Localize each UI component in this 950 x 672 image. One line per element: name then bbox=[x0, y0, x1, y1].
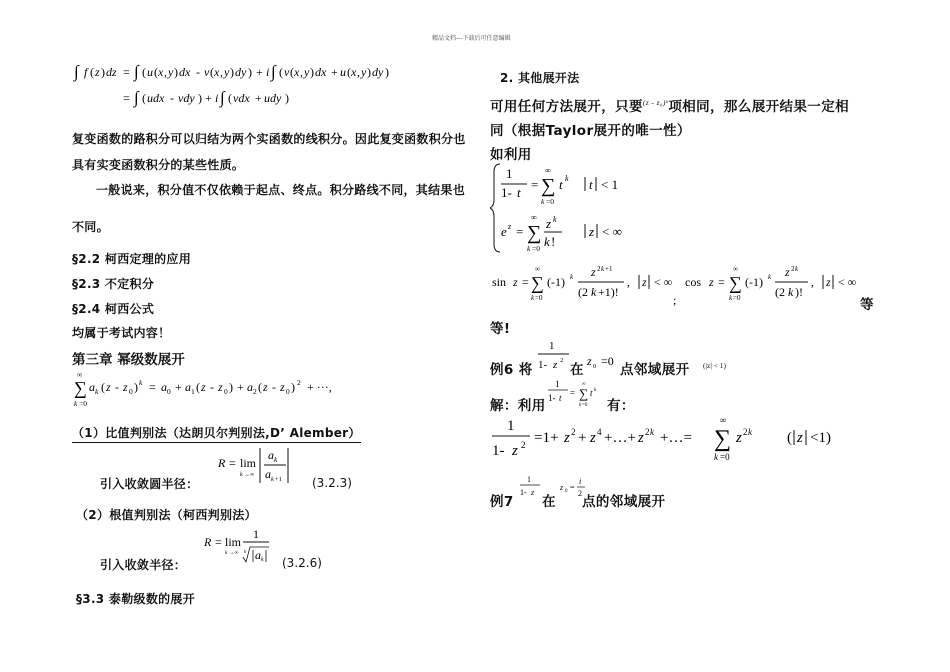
ratio-radius-label: 引入收敛圆半径： bbox=[100, 477, 199, 491]
svg-text:2: 2 bbox=[791, 265, 795, 273]
ratio-test-title: （1）比值判别法（达朗贝尔判别法,D’ Alember） bbox=[72, 424, 361, 443]
svg-text:∞: ∞ bbox=[535, 265, 540, 273]
svg-text:z: z bbox=[546, 216, 552, 231]
svg-text:+: + bbox=[205, 91, 212, 105]
svg-text:lim: lim bbox=[225, 535, 242, 549]
svg-text:z: z bbox=[642, 275, 647, 289]
svg-text:∑: ∑ bbox=[579, 386, 589, 401]
etc-exclaim: 等! bbox=[490, 321, 511, 337]
svg-text:=: = bbox=[570, 388, 576, 398]
svg-text:): ) bbox=[174, 65, 178, 79]
svg-text:=0: =0 bbox=[720, 452, 730, 462]
svg-text:dx: dx bbox=[179, 65, 191, 79]
svg-text:=: = bbox=[229, 456, 236, 470]
svg-text:< ∞: < ∞ bbox=[838, 275, 857, 289]
svg-text:1-: 1- bbox=[548, 393, 556, 403]
svg-text:z: z bbox=[564, 430, 570, 446]
svg-text:k: k bbox=[271, 476, 274, 483]
svg-text:k: k bbox=[748, 427, 752, 437]
svg-text:=0: =0 bbox=[535, 294, 543, 302]
svg-text:2: 2 bbox=[645, 427, 650, 437]
svg-text:z: z bbox=[508, 222, 512, 231]
svg-text:): ) bbox=[285, 91, 289, 105]
svg-text:1: 1 bbox=[253, 527, 259, 541]
svg-text:+1: +1 bbox=[275, 476, 282, 483]
svg-text:t: t bbox=[559, 177, 563, 192]
svg-text:=: = bbox=[215, 535, 222, 549]
svg-text:z: z bbox=[589, 224, 595, 239]
svg-text:udx: udx bbox=[147, 91, 165, 105]
page-header: 精品文档---下载后可任意编辑 bbox=[432, 35, 511, 42]
as-using-label: 如利用 bbox=[490, 147, 532, 163]
svg-text:z: z bbox=[590, 430, 596, 446]
svg-text:+1: +1 bbox=[605, 265, 613, 273]
svg-text:∞: ∞ bbox=[582, 382, 586, 387]
integral-decomposition-equation bbox=[72, 60, 432, 112]
svg-text:(-1): (-1) bbox=[745, 275, 763, 289]
svg-text:< ∞: < ∞ bbox=[602, 224, 622, 239]
svg-text:+: + bbox=[578, 430, 587, 446]
svg-text:z: z bbox=[531, 488, 535, 497]
svg-text:(: ( bbox=[290, 65, 294, 79]
svg-text:1: 1 bbox=[191, 387, 195, 396]
svg-text:z: z bbox=[280, 380, 285, 394]
power-series-equation bbox=[72, 368, 372, 408]
svg-text:2: 2 bbox=[578, 489, 582, 498]
svg-text:k: k bbox=[244, 550, 247, 555]
svg-text:!: ! bbox=[551, 234, 556, 249]
svg-text:+: + bbox=[175, 380, 182, 394]
svg-text:-: - bbox=[170, 91, 174, 105]
svg-text:2: 2 bbox=[253, 387, 257, 396]
svg-text:v: v bbox=[284, 65, 290, 79]
svg-text:,: , bbox=[357, 65, 360, 79]
svg-text:k: k bbox=[795, 265, 799, 273]
svg-text:z: z bbox=[785, 265, 790, 279]
svg-text:(: ( bbox=[279, 65, 283, 79]
svg-text:1-: 1- bbox=[520, 488, 527, 497]
svg-text:;: ; bbox=[673, 293, 677, 306]
svg-text:+: + bbox=[331, 65, 338, 79]
example-6-function bbox=[536, 337, 572, 375]
svg-text:→∞: →∞ bbox=[244, 472, 255, 478]
svg-text:=: = bbox=[570, 483, 575, 492]
svg-text:=: = bbox=[531, 177, 539, 192]
svg-text:,: , bbox=[811, 275, 814, 289]
svg-text:y: y bbox=[304, 65, 310, 79]
svg-text:0: 0 bbox=[593, 363, 597, 370]
svg-text:t: t bbox=[517, 185, 521, 200]
svg-text:k: k bbox=[768, 273, 772, 281]
svg-text:R: R bbox=[218, 456, 226, 470]
svg-text:x: x bbox=[214, 65, 220, 79]
svg-text:+: + bbox=[255, 91, 262, 105]
svg-text:dy: dy bbox=[372, 65, 384, 79]
svg-text:k: k bbox=[591, 285, 597, 299]
example-7-function bbox=[518, 474, 544, 502]
svg-text:2: 2 bbox=[743, 427, 748, 437]
svg-text:1: 1 bbox=[527, 475, 531, 484]
svg-text:∑: ∑ bbox=[729, 273, 742, 293]
svg-text:(: ( bbox=[258, 380, 262, 394]
svg-text:k: k bbox=[601, 265, 605, 273]
svg-text:1: 1 bbox=[549, 340, 555, 352]
svg-text:k: k bbox=[541, 197, 545, 206]
svg-text:=: = bbox=[516, 224, 524, 239]
svg-text:t: t bbox=[559, 393, 562, 403]
svg-text:(: ( bbox=[142, 65, 146, 79]
svg-text:k: k bbox=[570, 273, 574, 281]
solution-label: 解：利用 bbox=[490, 398, 546, 414]
svg-text:t: t bbox=[589, 177, 593, 192]
svg-text:2: 2 bbox=[597, 265, 601, 273]
exam-note: 均属于考试内容！ bbox=[72, 326, 171, 340]
svg-text:z: z bbox=[560, 483, 564, 492]
svg-text:a: a bbox=[265, 467, 271, 481]
svg-text:-: - bbox=[272, 380, 276, 394]
svg-text:a: a bbox=[247, 380, 253, 394]
svg-text:< 1: < 1 bbox=[601, 177, 619, 192]
svg-text:∫: ∫ bbox=[74, 62, 79, 81]
svg-text:∞: ∞ bbox=[545, 166, 551, 175]
svg-text:k: k bbox=[553, 215, 557, 224]
example-6-point bbox=[585, 351, 621, 371]
svg-text:): ) bbox=[101, 65, 105, 79]
svg-text:2: 2 bbox=[571, 427, 576, 437]
svg-text:): ) bbox=[367, 65, 371, 79]
svg-text:k: k bbox=[95, 387, 99, 396]
svg-text:1: 1 bbox=[506, 166, 513, 181]
svg-text:(: ( bbox=[142, 91, 146, 105]
section-heading-2-2: §2.2 柯西定理的应用 bbox=[72, 252, 192, 266]
svg-text:∞: ∞ bbox=[77, 370, 83, 379]
svg-text:z: z bbox=[797, 430, 803, 446]
svg-text:∫: ∫ bbox=[220, 88, 225, 107]
svg-text:x: x bbox=[158, 65, 164, 79]
svg-text:∑: ∑ bbox=[531, 273, 544, 293]
svg-text:i: i bbox=[215, 91, 219, 105]
svg-text:z: z bbox=[587, 354, 592, 368]
svg-text:i: i bbox=[579, 477, 582, 486]
svg-text:k: k bbox=[565, 174, 569, 183]
svg-text:k: k bbox=[788, 285, 794, 299]
svg-text:2: 2 bbox=[560, 357, 564, 364]
svg-text:(2: (2 bbox=[775, 285, 785, 299]
svg-text:z: z bbox=[218, 380, 223, 394]
svg-text:k: k bbox=[240, 472, 243, 478]
equation-number: (3.2.6) bbox=[282, 556, 322, 570]
paragraph-line: 一般说来，积分值不仅依赖于起点、终点。积分路线不同，其结果也 bbox=[96, 183, 466, 197]
svg-text:t: t bbox=[590, 388, 593, 398]
svg-text:): ) bbox=[134, 380, 138, 394]
svg-text:R: R bbox=[204, 535, 212, 549]
svg-text:z: z bbox=[709, 275, 714, 289]
svg-text:=: = bbox=[123, 91, 130, 105]
svg-text:(: ( bbox=[101, 380, 105, 394]
chapter-3-title: 第三章 幂级数展开 bbox=[72, 352, 185, 368]
svg-text:+: + bbox=[256, 65, 263, 79]
root-test-title: （2）根值判别法（柯西判别法） bbox=[76, 508, 257, 522]
svg-text:(: ( bbox=[210, 65, 214, 79]
svg-text:1: 1 bbox=[507, 418, 515, 434]
svg-text:=: = bbox=[123, 65, 130, 79]
have-label: 有： bbox=[607, 398, 635, 414]
svg-text:a: a bbox=[89, 380, 95, 394]
geometric-series-result bbox=[490, 410, 840, 462]
svg-text:k: k bbox=[729, 294, 733, 302]
root-radius-label: 引入收敛半径： bbox=[100, 558, 187, 572]
ratio-test-formula bbox=[216, 443, 296, 487]
svg-text:z: z bbox=[826, 275, 831, 289]
svg-text:2: 2 bbox=[521, 440, 526, 450]
svg-text:=1+: =1+ bbox=[534, 430, 559, 446]
svg-text:k: k bbox=[714, 452, 718, 462]
svg-text:z: z bbox=[95, 65, 100, 79]
svg-text:∑: ∑ bbox=[74, 378, 87, 398]
svg-text:): ) bbox=[385, 65, 389, 79]
svg-text:i: i bbox=[266, 65, 270, 79]
svg-text:0: 0 bbox=[224, 387, 228, 396]
svg-text:k: k bbox=[544, 234, 550, 249]
svg-text:z: z bbox=[553, 359, 558, 371]
svg-text:a: a bbox=[268, 448, 274, 462]
svg-text:z: z bbox=[123, 380, 128, 394]
svg-text:0: 0 bbox=[286, 387, 290, 396]
section-heading-3-3: §3.3 泰勒级数的展开 bbox=[76, 592, 196, 606]
svg-text:0: 0 bbox=[167, 387, 171, 396]
svg-text:,: , bbox=[627, 275, 630, 289]
svg-text:f: f bbox=[84, 65, 88, 79]
svg-text:=0: =0 bbox=[601, 354, 614, 368]
section-other-expansion: 2. 其他展开法 bbox=[500, 71, 580, 85]
svg-text:k: k bbox=[74, 399, 78, 408]
svg-text:x: x bbox=[294, 65, 300, 79]
svg-text:u: u bbox=[147, 65, 153, 79]
svg-text:udy: udy bbox=[264, 91, 282, 105]
paragraph-line: 可用任何方法展开，只要$^{(z - z_0)ᵏ}$项相同，那么展开结果一定相 bbox=[490, 98, 850, 115]
svg-text:(: ( bbox=[228, 91, 232, 105]
svg-text:+…+: +…+ bbox=[604, 430, 636, 446]
svg-text:(-1): (-1) bbox=[547, 275, 565, 289]
known-expansions-system bbox=[490, 160, 650, 256]
svg-text:a: a bbox=[185, 380, 191, 394]
svg-text:+: + bbox=[237, 380, 244, 394]
example-7-label: 例7 bbox=[490, 494, 514, 510]
svg-text:k: k bbox=[594, 387, 597, 393]
svg-text:k: k bbox=[261, 557, 264, 563]
etc-marker: 等 bbox=[860, 297, 874, 313]
svg-text:(: ( bbox=[90, 65, 94, 79]
svg-text:x: x bbox=[351, 65, 357, 79]
svg-text:k: k bbox=[531, 294, 535, 302]
svg-text:=0: =0 bbox=[532, 244, 540, 253]
svg-text:-: - bbox=[115, 380, 119, 394]
svg-text:∑: ∑ bbox=[541, 175, 556, 197]
svg-text:v: v bbox=[204, 65, 210, 79]
svg-text:(: ( bbox=[347, 65, 351, 79]
svg-text:z: z bbox=[106, 380, 111, 394]
paragraph-line: 同（根据Taylor展开的唯一性） bbox=[490, 123, 691, 139]
svg-text:y: y bbox=[361, 65, 367, 79]
svg-text:→∞: →∞ bbox=[229, 550, 239, 556]
svg-text:sin: sin bbox=[492, 275, 507, 289]
svg-text:a: a bbox=[255, 548, 261, 562]
section-heading-2-4: §2.4 柯西公式 bbox=[72, 302, 155, 316]
svg-text:=0: =0 bbox=[733, 294, 741, 302]
svg-text:1: 1 bbox=[555, 379, 560, 389]
svg-text:=0: =0 bbox=[546, 197, 554, 206]
svg-text:k: k bbox=[579, 403, 582, 408]
svg-text:∞: ∞ bbox=[531, 213, 537, 222]
svg-text:∫: ∫ bbox=[271, 62, 276, 81]
svg-text:): ) bbox=[248, 65, 252, 79]
example-6-label: 例6 将 bbox=[490, 362, 533, 378]
paragraph-line: 具有实变函数积分的某些性质。 bbox=[72, 158, 245, 172]
svg-text:1-: 1- bbox=[492, 443, 505, 459]
svg-text:=: = bbox=[522, 275, 529, 289]
svg-text:+…=: +…= bbox=[660, 430, 692, 446]
svg-text:1-: 1- bbox=[501, 185, 512, 200]
svg-text:,: , bbox=[300, 65, 303, 79]
example-7-at: 在 bbox=[542, 494, 556, 510]
svg-text:z: z bbox=[201, 380, 206, 394]
svg-text:,: , bbox=[220, 65, 223, 79]
svg-text:z: z bbox=[591, 265, 596, 279]
svg-text:=: = bbox=[149, 380, 156, 394]
svg-text:+ ···,: + ···, bbox=[307, 380, 332, 394]
svg-text:cos: cos bbox=[685, 275, 701, 289]
geometric-series-hint bbox=[546, 377, 606, 411]
svg-text:lim: lim bbox=[240, 456, 257, 470]
svg-text:y: y bbox=[224, 65, 230, 79]
svg-text:(2: (2 bbox=[578, 285, 588, 299]
svg-text:1-: 1- bbox=[538, 359, 548, 371]
svg-text:∑: ∑ bbox=[714, 426, 732, 452]
svg-text:): ) bbox=[230, 65, 234, 79]
svg-text:(: ( bbox=[787, 430, 792, 446]
svg-text:-: - bbox=[210, 380, 214, 394]
sin-cos-expansions bbox=[490, 262, 870, 306]
svg-text:z: z bbox=[512, 443, 518, 459]
svg-text:vdx: vdx bbox=[233, 91, 250, 105]
svg-text:e: e bbox=[501, 224, 507, 239]
svg-text:): ) bbox=[229, 380, 233, 394]
svg-text:): ) bbox=[310, 65, 314, 79]
svg-text:4: 4 bbox=[597, 427, 602, 437]
svg-text:∫: ∫ bbox=[134, 88, 139, 107]
svg-text:y: y bbox=[168, 65, 174, 79]
svg-text:(: ( bbox=[154, 65, 158, 79]
svg-text:dz: dz bbox=[106, 65, 117, 79]
svg-text:k: k bbox=[139, 378, 143, 387]
svg-text:∑: ∑ bbox=[527, 222, 542, 244]
svg-text:∫: ∫ bbox=[134, 62, 139, 81]
svg-text:): ) bbox=[198, 91, 202, 105]
svg-text:)!: )! bbox=[795, 285, 803, 299]
svg-text:z: z bbox=[263, 380, 268, 394]
svg-text:2: 2 bbox=[297, 378, 301, 387]
svg-text:k: k bbox=[225, 550, 228, 556]
svg-text:): ) bbox=[291, 380, 295, 394]
root-test-formula bbox=[203, 526, 273, 566]
svg-text:=: = bbox=[718, 275, 725, 289]
paragraph-line: 不同。 bbox=[72, 220, 109, 234]
svg-text:(: ( bbox=[196, 380, 200, 394]
svg-text:∞: ∞ bbox=[720, 415, 727, 425]
example-6-neighborhood: 点邻域展开 bbox=[620, 362, 690, 378]
svg-text:< ∞: < ∞ bbox=[654, 275, 673, 289]
svg-text:z: z bbox=[513, 275, 518, 289]
svg-text:dx: dx bbox=[315, 65, 327, 79]
example-7-neighborhood: 点的邻域展开 bbox=[582, 494, 666, 510]
svg-text:=0: =0 bbox=[582, 403, 588, 408]
svg-text:0: 0 bbox=[565, 489, 568, 494]
svg-text:vdy: vdy bbox=[178, 91, 195, 105]
svg-text:z: z bbox=[638, 430, 644, 446]
example-6-at: 在 bbox=[570, 362, 584, 378]
svg-text:<1): <1) bbox=[810, 430, 831, 446]
svg-text:k: k bbox=[527, 244, 531, 253]
section-heading-2-3: §2.3 不定积分 bbox=[72, 277, 155, 291]
example-6-condition: (|z| < 1) bbox=[703, 361, 727, 370]
svg-text:-: - bbox=[196, 65, 200, 79]
svg-text:k: k bbox=[650, 427, 654, 437]
svg-text:a: a bbox=[161, 380, 167, 394]
svg-text:0: 0 bbox=[129, 387, 133, 396]
svg-text:dy: dy bbox=[235, 65, 247, 79]
svg-text:+1)!: +1)! bbox=[598, 285, 619, 299]
paragraph-line: 复变函数的路积分可以归结为两个实函数的线积分。因此复变函数积分也 bbox=[72, 132, 466, 146]
svg-text:z: z bbox=[736, 430, 742, 446]
svg-text:∞: ∞ bbox=[733, 265, 738, 273]
svg-text:,: , bbox=[164, 65, 167, 79]
svg-text:=0: =0 bbox=[79, 399, 87, 408]
svg-text:k: k bbox=[274, 455, 278, 464]
equation-number: (3.2.3) bbox=[312, 476, 352, 490]
svg-text:u: u bbox=[340, 65, 346, 79]
